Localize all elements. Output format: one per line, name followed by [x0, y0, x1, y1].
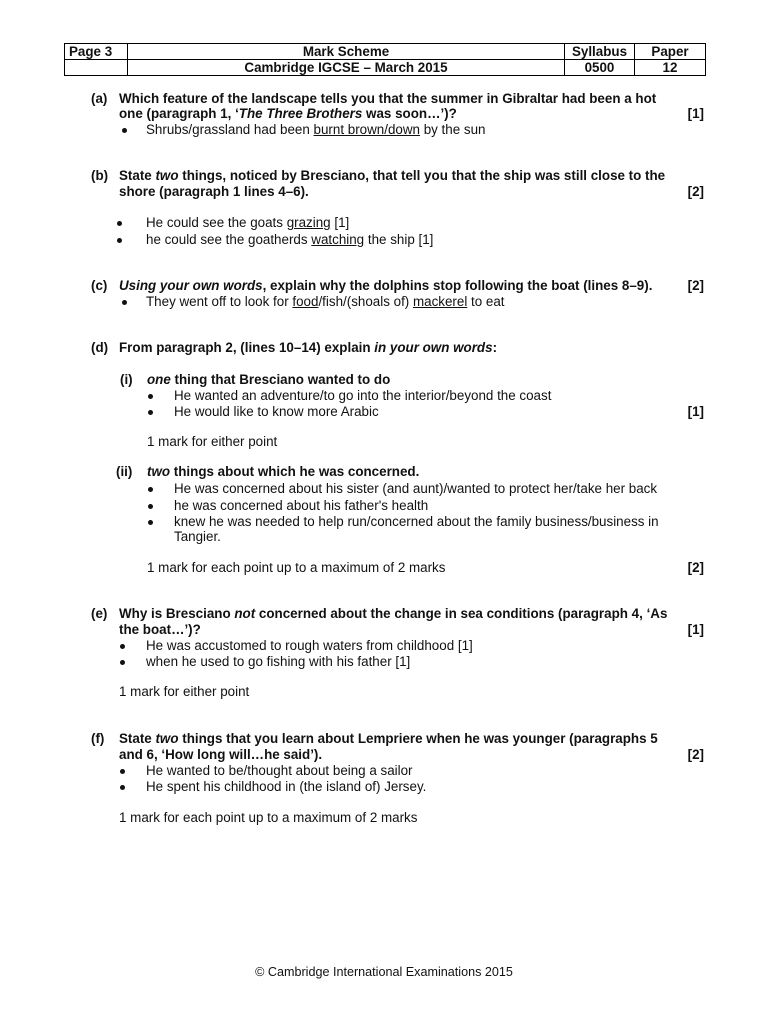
question-text: shore (paragraph 1 lines 4–6).	[119, 184, 309, 199]
answer-point: He was accustomed to rough waters from childhood [1]	[146, 638, 473, 653]
bullet-icon	[117, 238, 122, 243]
answer-point: He wanted to be/thought about being a sailor	[146, 763, 413, 778]
subquestion-text: two things about which he was concerned.	[147, 464, 420, 479]
answer-point: He wanted an adventure/to go into the interior/beyond the coast	[174, 388, 552, 403]
exam-name: Cambridge IGCSE – March 2015	[128, 60, 565, 76]
bullet-icon	[122, 128, 127, 133]
answer-point: They went off to look for food/fish/(shoals of) mackerel to eat	[146, 294, 505, 309]
answer-point: he could see the goatherds watching the ship [1]	[146, 232, 434, 247]
marking-note: 1 mark for each point up to a maximum of 2 marks	[119, 810, 418, 825]
mark-allocation: [2]	[687, 560, 704, 575]
marking-note: 1 mark for each point up to a maximum of 2 marks	[147, 560, 446, 575]
doc-title: Mark Scheme	[128, 44, 565, 60]
syllabus-label: Syllabus	[565, 44, 635, 60]
marking-note: 1 mark for either point	[147, 434, 278, 449]
header-table	[64, 43, 706, 76]
page-number: Page 3	[65, 44, 128, 60]
bullet-icon	[120, 660, 125, 665]
question-label: (c)	[91, 278, 108, 293]
mark-allocation: [1]	[687, 404, 704, 419]
paper-label: Paper	[635, 44, 706, 60]
mark-allocation: [1]	[687, 622, 704, 637]
question-text: Which feature of the landscape tells you that the summer in Gibraltar had been a hot	[119, 91, 657, 106]
bullet-icon	[148, 487, 153, 492]
question-label: (f)	[91, 731, 105, 746]
bullet-icon	[117, 221, 122, 226]
question-text: State two things, noticed by Bresciano, that tell you that the ship was still close to the	[119, 168, 666, 183]
question-text: Why is Bresciano not concerned about the change in sea conditions (paragraph 4, ‘As	[119, 606, 668, 621]
question-text: the boat…’)?	[119, 622, 201, 637]
answer-point-continued: Tangier.	[174, 529, 221, 544]
bullet-icon	[120, 785, 125, 790]
bullet-icon	[148, 504, 153, 509]
answer-point: when he used to go fishing with his father [1]	[146, 654, 411, 669]
bullet-icon	[148, 520, 153, 525]
question-label: (d)	[91, 340, 109, 355]
question-text: State two things that you learn about Lempriere when he was younger (paragraphs 5	[119, 731, 658, 746]
answer-point: He was concerned about his sister (and aunt)/wanted to protect her/take her back	[174, 481, 658, 496]
question-text: and 6, ‘How long will…he said’).	[119, 747, 323, 762]
subquestion-label: (i)	[120, 372, 133, 387]
answer-point: Shrubs/grassland had been burnt brown/down by the sun	[146, 122, 486, 137]
mark-allocation: [2]	[687, 184, 704, 199]
answer-point: He could see the goats grazing [1]	[146, 215, 350, 230]
header-blank-cell	[65, 60, 128, 76]
question-label: (b)	[91, 168, 109, 183]
subquestion-label: (ii)	[116, 464, 133, 479]
mark-allocation: [2]	[687, 278, 704, 293]
marking-note: 1 mark for either point	[119, 684, 250, 699]
answer-point: he was concerned about his father's health	[174, 498, 429, 513]
question-label: (e)	[91, 606, 108, 621]
syllabus-code: 0500	[565, 60, 635, 76]
mark-allocation: [1]	[687, 106, 704, 121]
question-label: (a)	[91, 91, 108, 106]
question-text: From paragraph 2, (lines 10–14) explain in your own words:	[119, 340, 498, 355]
answer-point: knew he was needed to help run/concerned about the family business/business in	[174, 514, 659, 529]
bullet-icon	[120, 644, 125, 649]
answer-point: He would like to know more Arabic	[174, 404, 379, 419]
question-text: Using your own words, explain why the dolphins stop following the boat (lines 8–9).	[119, 278, 653, 293]
paper-number: 12	[635, 60, 706, 76]
mark-allocation: [2]	[687, 747, 704, 762]
subquestion-text: one thing that Bresciano wanted to do	[147, 372, 391, 387]
copyright-footer: © Cambridge International Examinations 2015	[255, 965, 513, 979]
bullet-icon	[120, 769, 125, 774]
bullet-icon	[148, 410, 153, 415]
question-text: one (paragraph 1, ‘The Three Brothers was soon…’)?	[119, 106, 457, 121]
bullet-icon	[148, 394, 153, 399]
answer-point: He spent his childhood in (the island of) Jersey.	[146, 779, 427, 794]
bullet-icon	[122, 300, 127, 305]
